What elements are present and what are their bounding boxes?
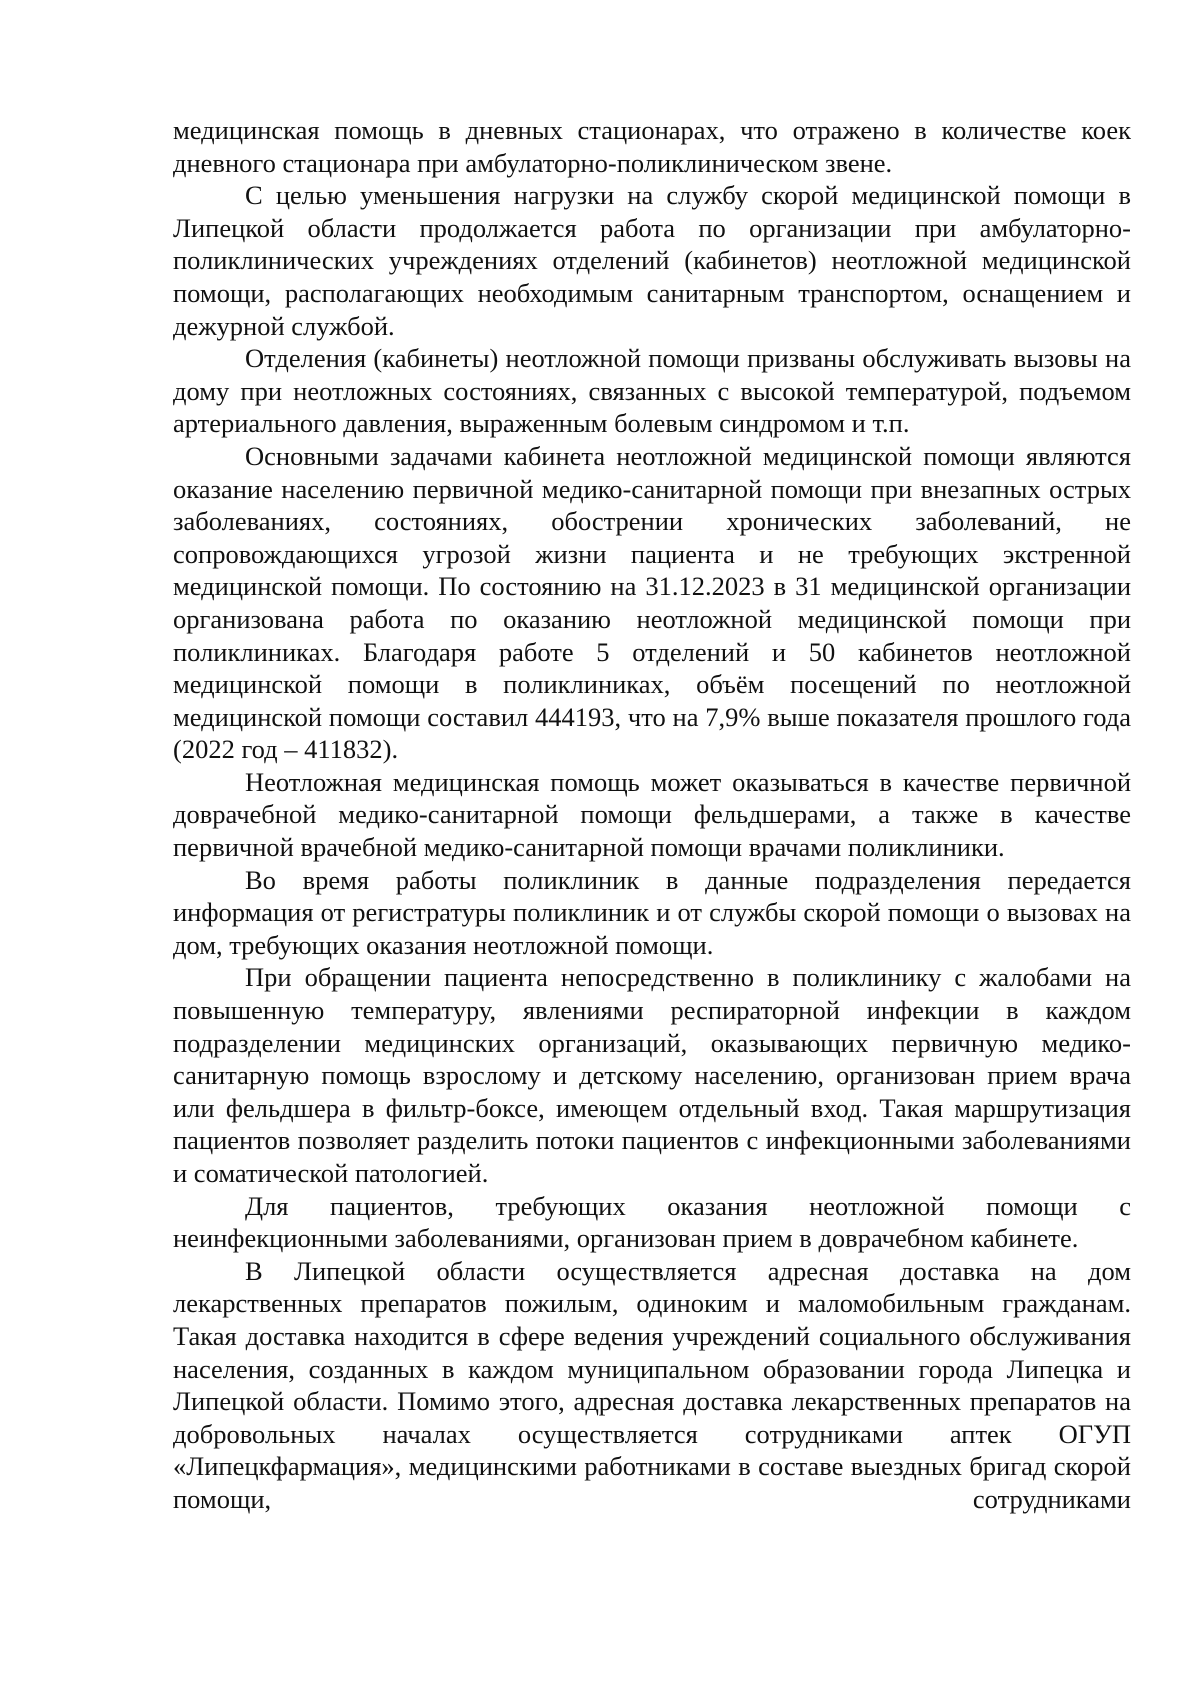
paragraph-drug-delivery: В Липецкой области осуществляется адресная доставка на дом лекарственных препаратов пожилым, одиноким и маломобильным гражданам. Такая доставка находится в сфере ведения учреждений социального обслуживания населения, созданных в каждом муниципальном образовании города Липецка и Липецкой области. Помимо этого, адресная доставка лекарственных препаратов на добровольных началах осуществляется сотрудниками аптек ОГУП «Липецкфармация», медицинскими работниками в составе выездных бригад скорой помощи, сотрудниками	[173, 1255, 1131, 1514]
paragraph-continuation: медицинская помощь в дневных стационарах, что отражено в количестве коек дневного стационара при амбулаторно-поликлиническом звене.	[173, 115, 1131, 178]
paragraph-non-infectious: Для пациентов, требующих оказания неотложной помощи с неинфекционными заболеваниями, организован прием в доврачебном кабинете.	[173, 1190, 1131, 1254]
paragraph-home-calls: Отделения (кабинеты) неотложной помощи призваны обслуживать вызовы на дому при неотложных состояниях, связанных с высокой температурой, подъемом артериального давления, выраженным болевым синдромом и т.п.	[173, 343, 1131, 439]
paragraph-filter-box: При обращении пациента непосредственно в поликлинику с жалобами на повышенную температуру, явлениями респираторной инфекции в каждом подразделении медицинских организаций, оказывающих первичную медико-санитарную помощь взрослому и детскому населению, организован прием врача или фельдшера в фильтр-боксе, имеющем отдельный вход. Такая маршрутизация пациентов позволяет разделить потоки пациентов с инфекционными заболеваниями и соматической патологией.	[173, 962, 1131, 1188]
document-body	[173, 114, 1131, 1516]
paragraph-main-tasks: Основными задачами кабинета неотложной медицинской помощи являются оказание населению первичной медико-санитарной помощи при внезапных острых заболеваниях, состояниях, обострении хронических заболеваний, не сопровождающихся угрозой жизни пациента и не требующих экстренной медицинской помощи. По состоянию на 31.12.2023 в 31 медицинской организации организована работа по оказанию неотложной медицинской помощи при поликлиниках. Благодаря работе 5 отделений и 50 кабинетов неотложной медицинской помощи в поликлиниках, объём посещений по неотложной медицинской помощи составил 444193, что на 7,9% выше показателя прошлого года (2022 год – 411832).	[173, 440, 1131, 765]
paragraph-emergency-units: С целью уменьшения нагрузки на службу скорой медицинской помощи в Липецкой области продолжается работа по организации при амбулаторно-поликлинических учреждениях отделений (кабинетов) неотложной медицинской помощи, располагающих необходимым санитарным транспортом, оснащением и дежурной службой.	[173, 180, 1131, 341]
paragraph-information-flow: Во время работы поликлиник в данные подразделения передается информация от регистратуры поликлиник и от службы скорой помощи о вызовах на дом, требующих оказания неотложной помощи.	[173, 864, 1131, 960]
paragraph-care-forms: Неотложная медицинская помощь может оказываться в качестве первичной доврачебной медико-санитарной помощи фельдшерами, а также в качестве первичной врачебной медико-санитарной помощи врачами поликлиники.	[173, 766, 1131, 863]
